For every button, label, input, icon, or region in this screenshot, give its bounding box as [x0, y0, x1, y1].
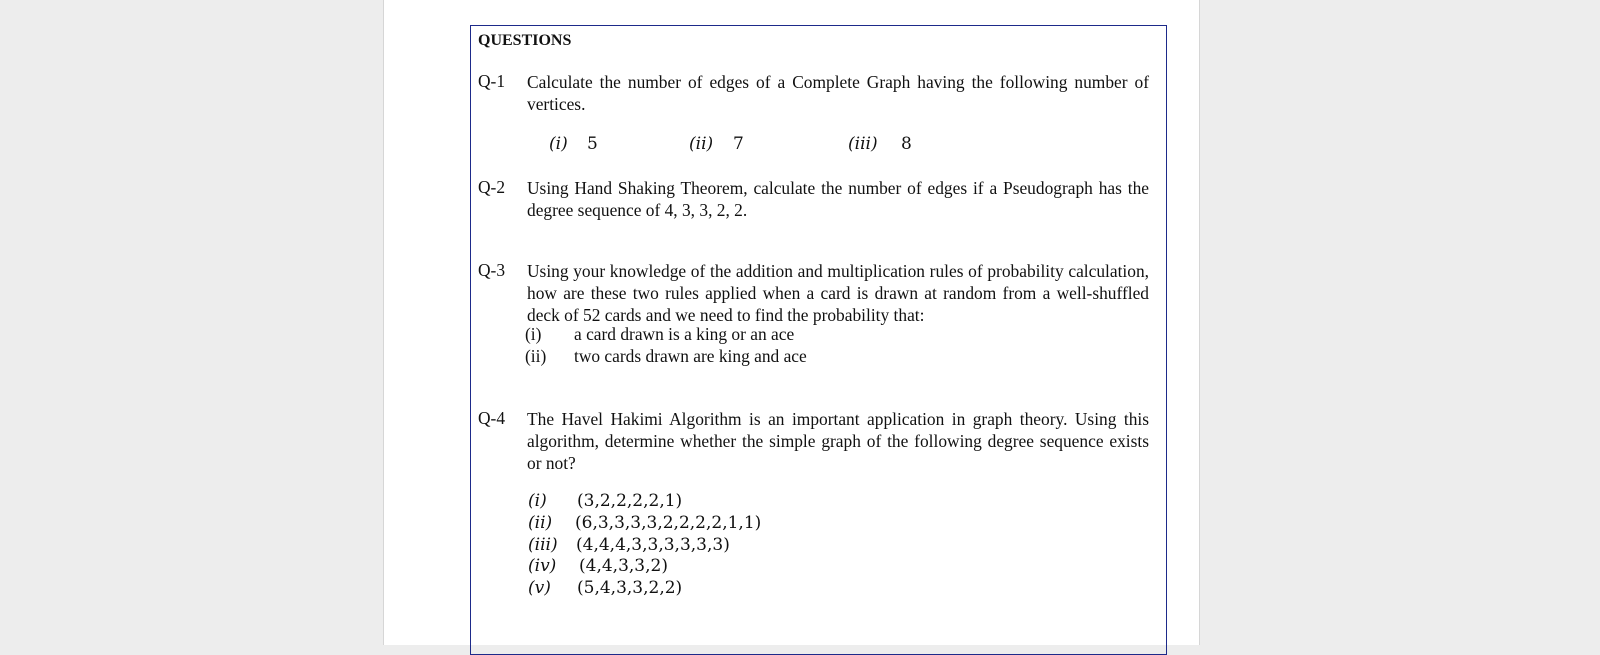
q4-text: The Havel Hakimi Algorithm is an important application in graph theory. Using this algorithm, determine whether the simple graph of the following degree sequence exists or not? — [527, 409, 1149, 473]
q3-item-2-text: two cards drawn are king and ace — [574, 346, 807, 366]
q3-text: Using your knowledge of the addition and multiplication rules of probability calculation, how are these two rules applied when a card is drawn at random from a well-shuffled deck of 52 cards and we need to find the probability that: — [527, 261, 1149, 325]
q4-item-5-roman: (v) — [528, 578, 551, 598]
q1-item-3-value: 8 — [901, 134, 912, 154]
q1-item-2-value: 7 — [733, 134, 744, 154]
q2-text: Using Hand Shaking Theorem, calculate the number of edges if a Pseudograph has the degree sequence of 4, 3, 3, 2, 2. — [527, 178, 1149, 220]
section-heading: QUESTIONS — [478, 32, 572, 49]
questions-box — [470, 25, 1167, 655]
q4-item-3-seq: (4,4,4,3,3,3,3,3,3) — [576, 535, 730, 555]
q3-item-1-text: a card drawn is a king or an ace — [574, 324, 795, 344]
q4-label: Q-4 — [478, 408, 506, 428]
q1-item-3-roman: (iii) — [848, 134, 878, 154]
q3-item-2-roman: (ii) — [525, 346, 547, 366]
q1-item-1-roman: (i) — [549, 134, 568, 154]
q3-label: Q-3 — [478, 260, 506, 280]
q4-item-3-roman: (iii) — [528, 535, 558, 555]
q4-item-2-seq: (6,3,3,3,3,2,2,2,2,1,1) — [575, 513, 762, 533]
q1-item-1-value: 5 — [587, 134, 598, 154]
q1-text: Calculate the number of edges of a Complete Graph having the following number of vertices. — [527, 72, 1149, 114]
q4-item-1-roman: (i) — [528, 491, 547, 511]
q1-label: Q-1 — [478, 71, 506, 91]
q4-item-5-seq: (5,4,3,3,2,2) — [577, 578, 683, 598]
q4-item-4-roman: (iv) — [528, 556, 557, 576]
q2-label: Q-2 — [478, 177, 506, 197]
q1-item-2-roman: (ii) — [689, 134, 714, 154]
q4-item-1-seq: (3,2,2,2,2,1) — [577, 491, 683, 511]
document-page — [383, 0, 1200, 645]
q3-item-1-roman: (i) — [525, 324, 542, 344]
q4-item-4-seq: (4,4,3,3,2) — [579, 556, 668, 576]
q4-item-2-roman: (ii) — [528, 513, 553, 533]
